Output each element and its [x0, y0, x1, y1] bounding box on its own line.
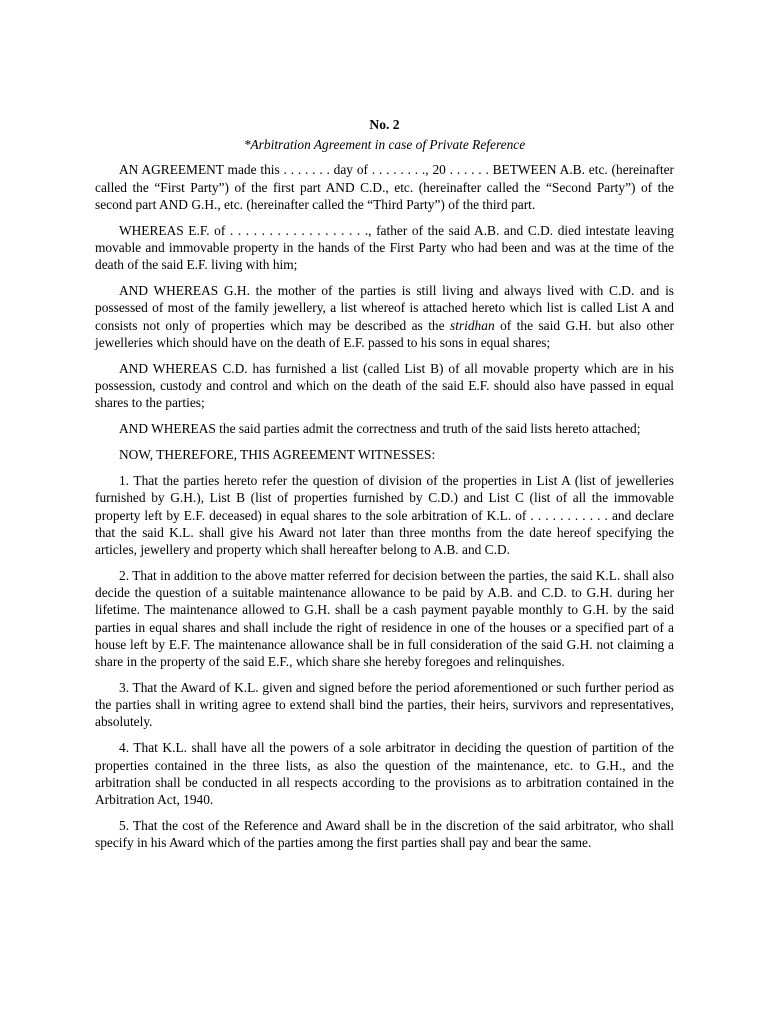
whereas-paragraph-3: AND WHEREAS C.D. has furnished a list (called List B) of all movable property which are in his possession, custody and control and which on the death of the said E.F. should also have passed in equal shares to the parties;	[95, 360, 674, 411]
clause-4: 4. That K.L. shall have all the powers of a sole arbitrator in deciding the question of partition of the properties contained in the three lists, as also the question of the maintenance, etc. to G.H., and the arbitration shall be conducted in all respects according to the provisions as to arbitration contained in the Arbitration Act, 1940.	[95, 740, 674, 808]
document-subheading: *Arbitration Agreement in case of Private Reference	[243, 137, 526, 153]
whereas-paragraph-4: AND WHEREAS the said parties admit the correctness and truth of the said lists hereto attached;	[119, 421, 641, 437]
whereas-paragraph-2-text: AND WHEREAS G.H. the mother of the parties is still living and always lived with C.D. and is possessed of most of the family jewellery, a list whereof is attached hereto which list is called List A and consists not only of properties which may be described as the	[95, 283, 674, 333]
whereas-paragraph-1: WHEREAS E.F. of . . . . . . . . . . . . . . . . . ., father of the said A.B. and C.D. died intestate leaving movable and immovable property in the hands of the First Party who had been and was at the time of the death of the said E.F. living with him;	[95, 222, 674, 273]
witnesses-paragraph: NOW, THEREFORE, THIS AGREEMENT WITNESSES:	[119, 447, 436, 463]
document-number-heading: No. 2	[369, 117, 400, 132]
stridhan-term: stridhan	[450, 317, 495, 333]
clause-2: 2. That in addition to the above matter referred for decision between the parties, the said K.L. shall also decide the question of a suitable maintenance allowance to be paid by A.B. and C.D. to G.H. during her lifetime. The maintenance allowed to G.H. shall be a cash payment payable monthly to G.H. by the said parties in equal shares and shall include the right of residence in one of the houses or a specified part of a house left by E.F. The maintenance allowance shall be in full consideration of the said G.H. not claiming a share in the property of the said E.F., which share she hereby foregoes and relinquishes.	[95, 568, 674, 670]
whereas-paragraph-2	[95, 282, 674, 351]
document-page	[95, 116, 674, 860]
whereas-paragraph-2-tail: of the said G.H. but also other jewelleries which should have on the death of E.F. passed to his sons in equal shares;	[95, 317, 674, 350]
agreement-preamble-paragraph: AN AGREEMENT made this . . . . . . . day of . . . . . . . ., 20 . . . . . . BETWEEN A.B. etc. (hereinafter called the “First Party”) of the first part AND C.D., etc. (hereinafter called the “Second Party”) of the second part AND G.H., etc. (hereinafter called the “Third Party”) of the third part.	[95, 162, 674, 212]
clause-1: 1. That the parties hereto refer the question of division of the properties in List A (list of jewelleries furnished by G.H.), List B (list of properties furnished by C.D.) and List C (list of all the immovable property left by E.F. deceased) in equal shares to the sole arbitration of K.L. of . . . . . . . . . . . and declare that the said K.L. shall give his Award not later than three months from the date hereof specifying the articles, jewellery and property which shall hereafter belong to A.B. and C.D.	[95, 473, 674, 558]
clause-5: 5. That the cost of the Reference and Award shall be in the discretion of the said arbitrator, who shall specify in his Award which of the parties among the first parties shall pay and bear the same.	[95, 818, 674, 851]
clause-3: 3. That the Award of K.L. given and signed before the period aforementioned or such further period as the parties shall in writing agree to extend shall bind the parties, their heirs, survivors and representatives, absolutely.	[95, 680, 674, 730]
